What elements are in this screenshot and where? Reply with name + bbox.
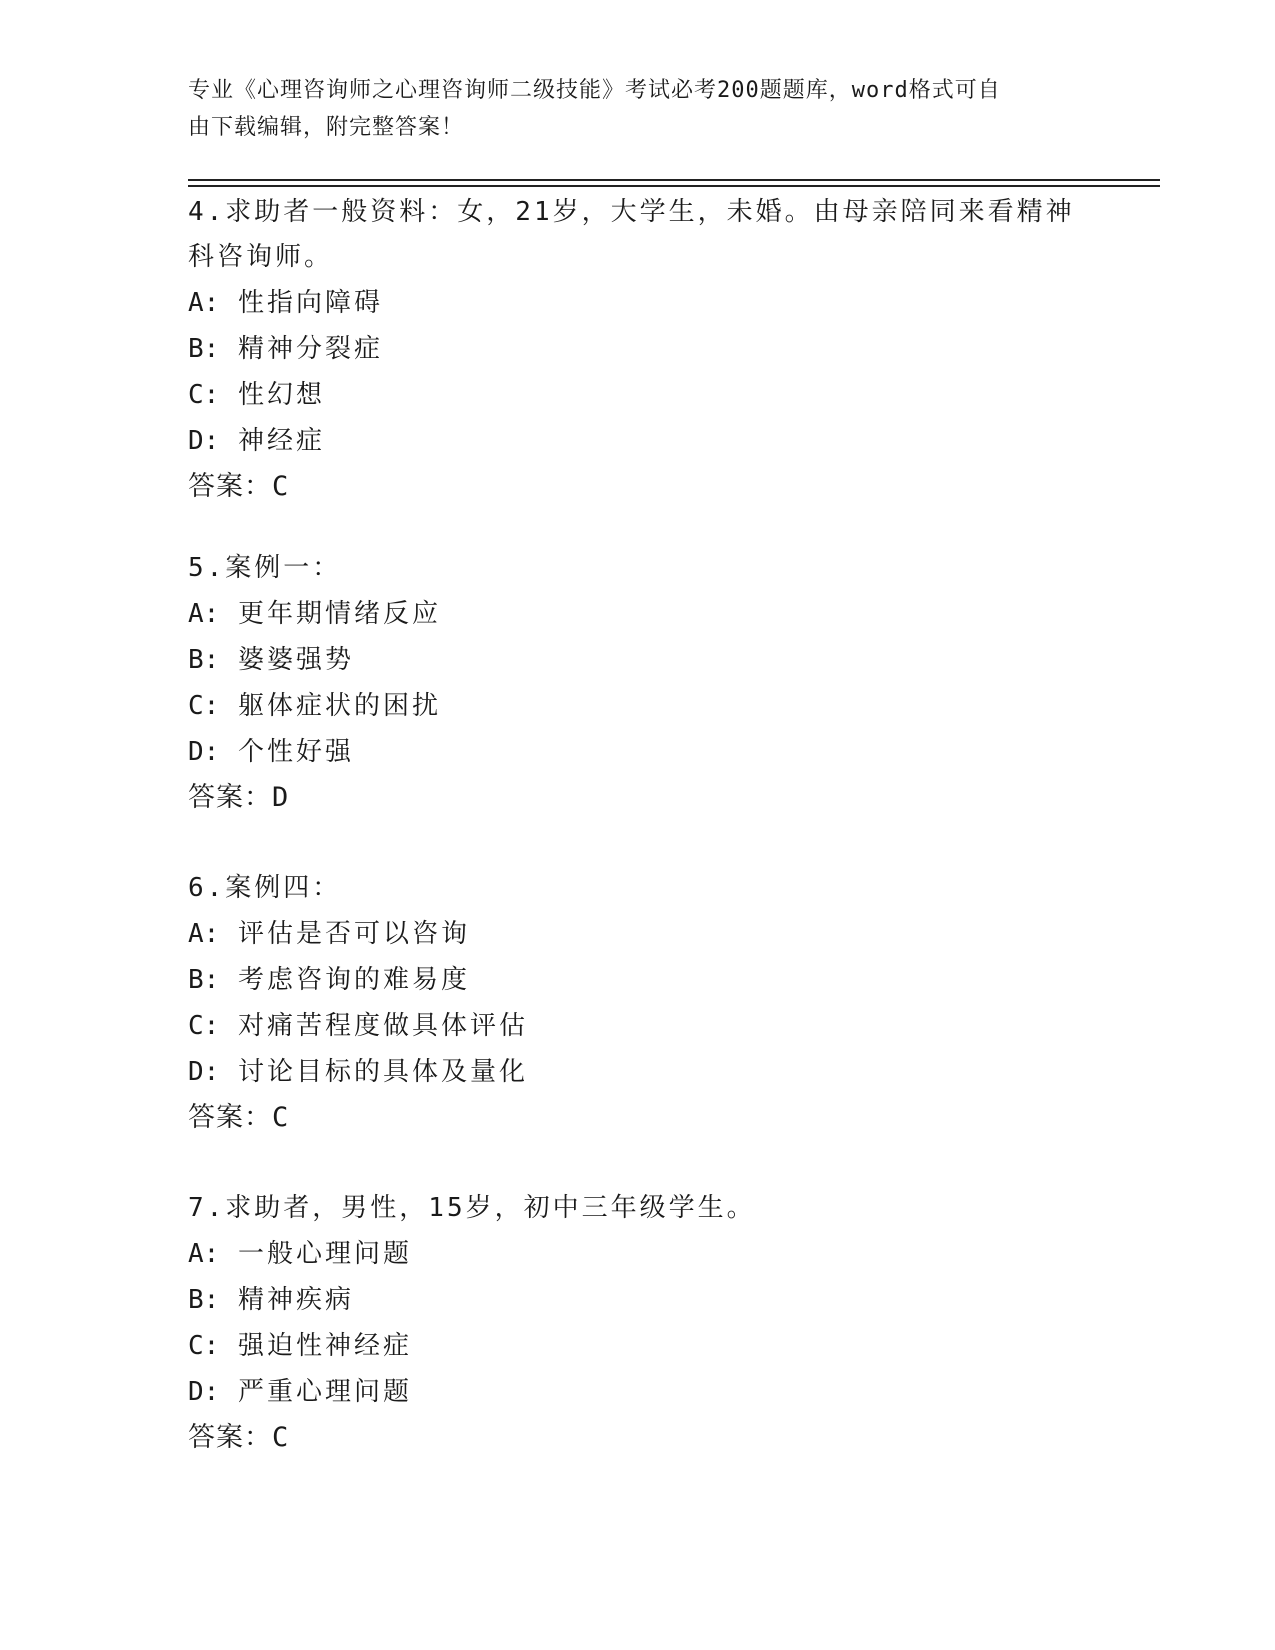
option-text: 精神疾病	[237, 1285, 354, 1315]
answer-label: 答案：	[188, 1422, 272, 1453]
answer-value: C	[272, 1422, 289, 1453]
option-letter: C:	[188, 1011, 220, 1041]
option-letter: B:	[188, 1285, 220, 1315]
option-a	[188, 591, 1088, 637]
answer-value: C	[272, 471, 289, 502]
answer-line	[188, 464, 1088, 510]
option-a	[188, 911, 1088, 957]
option-letter: D:	[188, 737, 220, 767]
option-text: 更年期情绪反应	[237, 599, 441, 629]
option-b	[188, 957, 1088, 1003]
header-line-2: 由下载编辑，附完整答案！	[188, 115, 465, 140]
option-c	[188, 1323, 1088, 1369]
header-line-1: 专业《心理咨询师之心理咨询师二级技能》考试必考200题题库，word格式可自	[188, 78, 1001, 103]
option-letter: B:	[188, 334, 220, 364]
option-text: 精神分裂症	[237, 334, 383, 364]
header-divider-top	[188, 179, 1160, 181]
option-a	[188, 280, 1088, 326]
answer-label: 答案：	[188, 471, 272, 502]
question-4	[188, 190, 1088, 510]
option-text: 婆婆强势	[237, 645, 354, 675]
option-letter: A:	[188, 599, 220, 629]
option-text: 性幻想	[237, 380, 325, 410]
option-letter: D:	[188, 426, 220, 456]
question-7	[188, 1186, 1088, 1461]
header-divider-bottom	[188, 185, 1160, 187]
option-letter: D:	[188, 1377, 220, 1407]
question-stem: 5.案例一：	[188, 553, 342, 583]
question-stem: 7.求助者，男性，15岁，初中三年级学生。	[188, 1193, 756, 1223]
option-letter: B:	[188, 965, 220, 995]
answer-line	[188, 1415, 1088, 1461]
option-text: 强迫性神经症	[237, 1331, 412, 1361]
option-text: 性指向障碍	[237, 288, 383, 318]
option-b	[188, 1277, 1088, 1323]
option-d	[188, 1369, 1088, 1415]
answer-line	[188, 775, 1088, 821]
option-letter: A:	[188, 288, 220, 318]
answer-label: 答案：	[188, 782, 272, 813]
option-letter: B:	[188, 645, 220, 675]
option-text: 一般心理问题	[237, 1239, 412, 1269]
answer-value: D	[272, 782, 289, 813]
question-stem: 6.案例四：	[188, 873, 342, 903]
option-c	[188, 372, 1088, 418]
option-d	[188, 1049, 1088, 1095]
option-d	[188, 729, 1088, 775]
option-letter: D:	[188, 1057, 220, 1087]
option-text: 对痛苦程度做具体评估	[237, 1011, 528, 1041]
option-a	[188, 1231, 1088, 1277]
answer-value: C	[272, 1102, 289, 1133]
question-stem: 4.求助者一般资料：女，21岁，大学生，未婚。由母亲陪同来看精神	[188, 197, 1075, 227]
option-text: 躯体症状的困扰	[237, 691, 441, 721]
option-b	[188, 326, 1088, 372]
option-text: 严重心理问题	[237, 1377, 412, 1407]
document-header	[188, 72, 1078, 146]
option-c	[188, 683, 1088, 729]
option-text: 神经症	[237, 426, 325, 456]
answer-line	[188, 1095, 1088, 1141]
option-letter: C:	[188, 691, 220, 721]
option-letter: C:	[188, 380, 220, 410]
option-text: 个性好强	[237, 737, 354, 767]
option-letter: A:	[188, 1239, 220, 1269]
option-d	[188, 418, 1088, 464]
option-letter: A:	[188, 919, 220, 949]
question-stem-continued: 科咨询师。	[188, 242, 334, 272]
question-5	[188, 546, 1088, 821]
option-text: 评估是否可以咨询	[237, 919, 470, 949]
option-text: 讨论目标的具体及量化	[237, 1057, 528, 1087]
option-b	[188, 637, 1088, 683]
option-c	[188, 1003, 1088, 1049]
answer-label: 答案：	[188, 1102, 272, 1133]
question-6	[188, 866, 1088, 1141]
option-letter: C:	[188, 1331, 220, 1361]
option-text: 考虑咨询的难易度	[237, 965, 470, 995]
